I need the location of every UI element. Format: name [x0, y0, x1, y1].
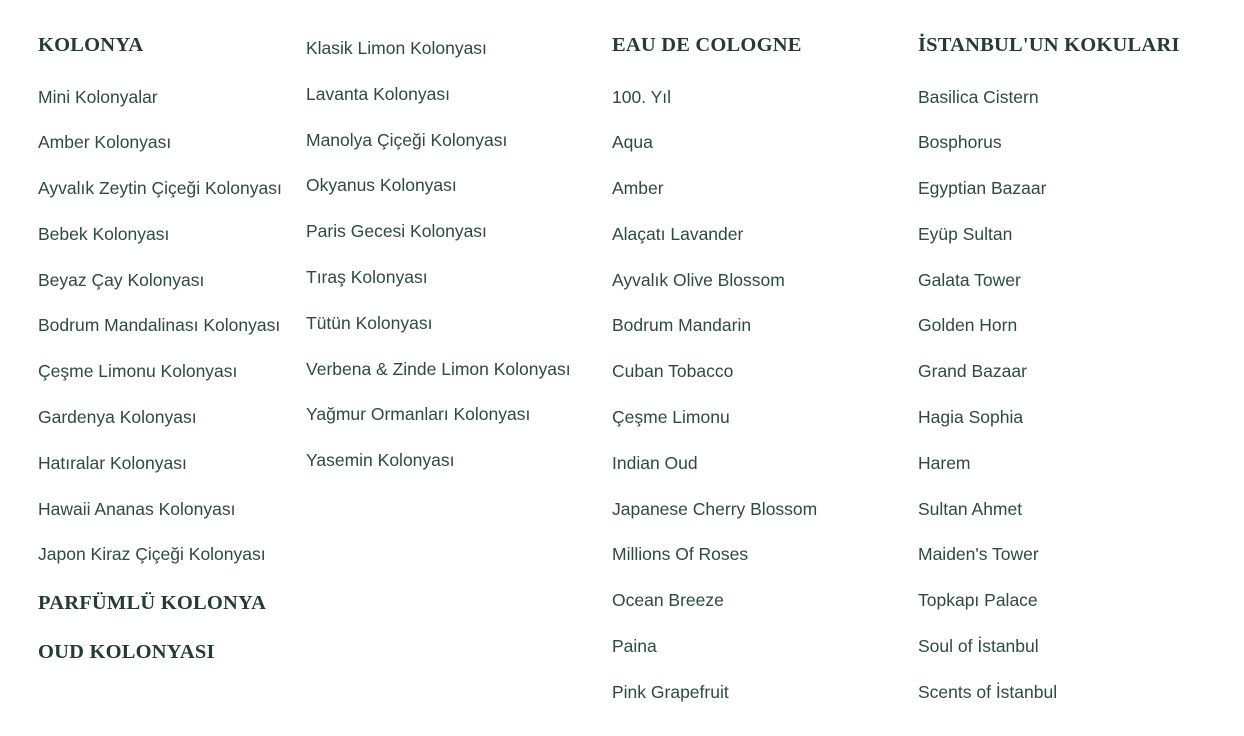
menu-item-ocean-breeze[interactable]: Ocean Breeze — [612, 590, 724, 611]
menu-item-paina[interactable]: Paina — [612, 636, 657, 657]
menu-item-gardenya-kolonyasi[interactable]: Gardenya Kolonyası — [38, 407, 197, 428]
menu-item-ayvalik-olive-blossom[interactable]: Ayvalık Olive Blossom — [612, 269, 785, 290]
menu-item-alacati-lavander[interactable]: Alaçatı Lavander — [612, 223, 744, 244]
menu-item-verbena-zinde-limon-kolonyasi[interactable]: Verbena & Zinde Limon Kolonyası — [306, 358, 571, 379]
menu-item-egyptian-bazaar[interactable]: Egyptian Bazaar — [918, 178, 1047, 199]
menu-item-ayvalik-zeytin-cicegi-kolonyasi[interactable]: Ayvalık Zeytin Çiçeği Kolonyası — [38, 178, 282, 199]
menu-item-100-yil[interactable]: 100. Yıl — [612, 86, 672, 107]
menu-item-indian-oud[interactable]: Indian Oud — [612, 452, 698, 473]
menu-item-scents-of-istanbul[interactable]: Scents of İstanbul — [918, 681, 1058, 702]
menu-item-okyanus-kolonyasi[interactable]: Okyanus Kolonyası — [306, 175, 457, 196]
menu-column-istanbulun-kokulari — [918, 26, 1204, 716]
menu-item-maidens-tower[interactable]: Maiden's Tower — [918, 544, 1039, 565]
menu-item-paris-gecesi-kolonyasi[interactable]: Paris Gecesi Kolonyası — [306, 221, 487, 242]
menu-columns — [0, 26, 1244, 716]
menu-item-beyaz-cay-kolonyasi[interactable]: Beyaz Çay Kolonyası — [38, 269, 205, 290]
menu-item-topkapi-palace[interactable]: Topkapı Palace — [918, 590, 1038, 611]
menu-item-basilica-cistern[interactable]: Basilica Cistern — [918, 86, 1039, 107]
menu-item-japanese-cherry-blossom[interactable]: Japanese Cherry Blossom — [612, 498, 818, 519]
menu-column-kolonya — [0, 26, 306, 681]
menu-column-heading: KOLONYA — [38, 34, 144, 56]
menu-item-eyup-sultan[interactable]: Eyüp Sultan — [918, 223, 1013, 244]
menu-item-amber-kolonyasi[interactable]: Amber Kolonyası — [38, 132, 172, 153]
menu-item-mini-kolonyalar[interactable]: Mini Kolonyalar — [38, 86, 158, 107]
menu-item-bodrum-mandarin[interactable]: Bodrum Mandarin — [612, 315, 752, 336]
menu-item-harem[interactable]: Harem — [918, 452, 971, 473]
menu-item-aqua[interactable]: Aqua — [612, 132, 653, 153]
menu-item-soul-of-istanbul[interactable]: Soul of İstanbul — [918, 636, 1039, 657]
menu-item-cesme-limonu[interactable]: Çeşme Limonu — [612, 407, 730, 428]
menu-item-amber[interactable]: Amber — [612, 178, 664, 199]
menu-column-heading: İSTANBUL'UN KOKULARI — [918, 34, 1180, 56]
menu-item-cesme-limonu-kolonyasi[interactable]: Çeşme Limonu Kolonyası — [38, 361, 238, 382]
menu-item-sultan-ahmet[interactable]: Sultan Ahmet — [918, 498, 1023, 519]
menu-item-japon-kiraz-cicegi-kolonyasi[interactable]: Japon Kiraz Çiçeği Kolonyası — [38, 544, 266, 565]
menu-item-klasik-limon-kolonyasi[interactable]: Klasik Limon Kolonyası — [306, 38, 487, 58]
menu-item-manolya-cicegi-kolonyasi[interactable]: Manolya Çiçeği Kolonyası — [306, 129, 508, 150]
menu-item-hawaii-ananas-kolonyasi[interactable]: Hawaii Ananas Kolonyası — [38, 498, 236, 519]
menu-item-bebek-kolonyasi[interactable]: Bebek Kolonyası — [38, 223, 170, 244]
menu-item-pink-grapefruit[interactable]: Pink Grapefruit — [612, 681, 729, 702]
menu-item-hagia-sophia[interactable]: Hagia Sophia — [918, 407, 1024, 428]
menu-column-eau-de-cologne — [612, 26, 918, 716]
menu-item-yasemin-kolonyasi[interactable]: Yasemin Kolonyası — [306, 450, 455, 471]
menu-item-millions-of-roses[interactable]: Millions Of Roses — [612, 544, 749, 565]
menu-item-galata-tower[interactable]: Galata Tower — [918, 269, 1021, 290]
menu-item-cuban-tobacco[interactable]: Cuban Tobacco — [612, 361, 734, 382]
menu-heading-oud-kolonyasi[interactable]: OUD KOLONYASI — [38, 640, 215, 663]
menu-item-bodrum-mandalinasi-kolonyasi[interactable]: Bodrum Mandalinası Kolonyası — [38, 315, 281, 336]
menu-column-heading: EAU DE COLOGNE — [612, 34, 802, 56]
menu-item-hatiralar-kolonyasi[interactable]: Hatıralar Kolonyası — [38, 452, 187, 473]
menu-item-tutun-kolonyasi[interactable]: Tütün Kolonyası — [306, 312, 433, 333]
menu-item-yagmur-ormanlari-kolonyasi[interactable]: Yağmur Ormanları Kolonyası — [306, 404, 531, 425]
menu-item-tiras-kolonyasi[interactable]: Tıraş Kolonyası — [306, 266, 428, 287]
menu-item-grand-bazaar[interactable]: Grand Bazaar — [918, 361, 1027, 382]
menu-item-lavanta-kolonyasi[interactable]: Lavanta Kolonyası — [306, 83, 450, 104]
menu-column-kolonya-continued — [306, 26, 612, 484]
menu-item-bosphorus[interactable]: Bosphorus — [918, 132, 1002, 153]
menu-heading-parfumlu-kolonya[interactable]: PARFÜMLÜ KOLONYA — [38, 592, 267, 615]
menu-item-golden-horn[interactable]: Golden Horn — [918, 315, 1018, 336]
